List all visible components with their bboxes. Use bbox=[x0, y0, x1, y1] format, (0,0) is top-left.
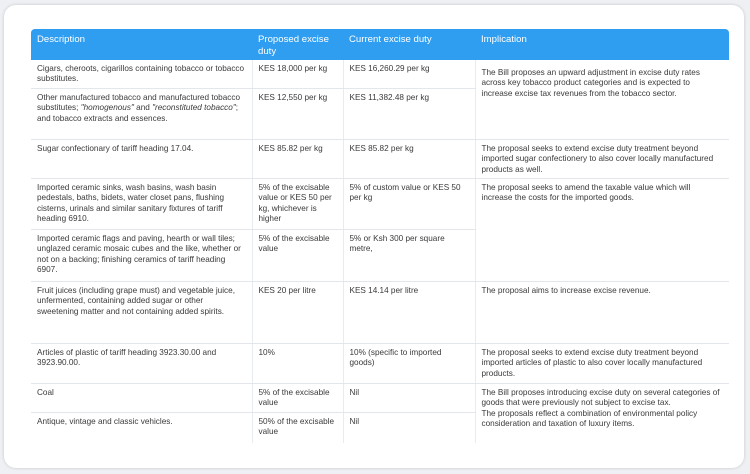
header-current: Current excise duty bbox=[343, 29, 475, 60]
row-proposed: KES 12,550 per kg bbox=[252, 88, 343, 139]
implication-line: The proposals reflect a combination of environmental policy consideration and taxation of luxury items. bbox=[481, 408, 698, 429]
row-implication: The proposal seeks to extend excise duty treatment beyond imported articles of plastic to also cover locally manufactured products. bbox=[475, 344, 729, 384]
table-row bbox=[31, 344, 729, 384]
excise-duty-table bbox=[31, 29, 729, 443]
row-description: Imported ceramic flags and paving, hearth or wall tiles; unglazed ceramic mosaic cubes and the like, whether or not on a backing; finishing ceramics of tariff heading 6907. bbox=[31, 230, 252, 282]
row-implication bbox=[475, 384, 729, 443]
table-row bbox=[31, 179, 729, 230]
row-description: Antique, vintage and classic vehicles. bbox=[37, 417, 173, 427]
row-current: 5% of custom value or KES 50 per kg bbox=[343, 179, 475, 230]
row-description: Cigars, cheroots, cigarillos containing tobacco or tobacco substitutes. bbox=[31, 60, 252, 88]
row-current: KES 11,382.48 per kg bbox=[343, 88, 475, 139]
row-description: Other manufactured tobacco and manufactured tobacco substitutes; "homogenous" and "reconstituted tobacco"; and tobacco extracts and essences. bbox=[31, 88, 252, 139]
row-current: KES 16,260.29 per kg bbox=[343, 60, 475, 88]
table-row bbox=[31, 384, 729, 413]
row-proposed: 10% bbox=[252, 344, 343, 384]
row-current: Nil bbox=[343, 413, 475, 443]
header-description: Description bbox=[31, 29, 252, 60]
header-proposed: Proposed excise duty bbox=[252, 29, 343, 60]
row-description: Coal bbox=[31, 384, 252, 413]
row-implication: The proposal seeks to extend excise duty treatment beyond imported sugar confectionery to also cover locally manufactured products as well. bbox=[475, 139, 729, 178]
row-current: Nil bbox=[343, 384, 475, 413]
row-current: KES 85.82 per kg bbox=[343, 139, 475, 178]
implication-line: The Bill proposes introducing excise duty on several categories of goods that were previously not subject to excise tax. bbox=[481, 388, 720, 408]
table-row bbox=[31, 60, 729, 88]
row-current: 10% (specific to imported goods) bbox=[343, 344, 475, 384]
table-row bbox=[31, 139, 729, 178]
row-description: Articles of plastic of tariff heading 3923.30.00 and 3923.90.00. bbox=[31, 344, 252, 384]
row-description: Fruit juices (including grape must) and vegetable juice, unfermented, containing added sugar or other sweetening matter and not containing added spirits. bbox=[31, 282, 252, 344]
row-implication: The proposal seeks to amend the taxable value which will increase the costs for the imported goods. bbox=[475, 179, 729, 282]
row-proposed: KES 18,000 per kg bbox=[252, 60, 343, 88]
row-current: KES 14.14 per litre bbox=[343, 282, 475, 344]
row-proposed: KES 85.82 per kg bbox=[252, 139, 343, 178]
table-header-row bbox=[31, 29, 729, 60]
row-implication: The proposal aims to increase excise revenue. bbox=[475, 282, 729, 344]
row-proposed: 5% of the excisable value or KES 50 per kg, whichever is higher bbox=[252, 179, 343, 230]
table-row bbox=[31, 282, 729, 344]
row-proposed: 5% of the excisable value bbox=[252, 230, 343, 282]
table-card bbox=[4, 5, 744, 468]
row-proposed: 5% of the excisable value bbox=[252, 384, 343, 413]
row-proposed: 50% of the excisable value bbox=[252, 413, 343, 443]
row-implication: The Bill proposes an upward adjustment in excise duty rates across key tobacco product categories and is expected to increase excise tax revenues from the tobacco sector. bbox=[475, 60, 729, 139]
row-description: Imported ceramic sinks, wash basins, wash basin pedestals, baths, bidets, water closet pans, flushing cisterns, urinals and similar sanitary fixtures of tariff heading 6910. bbox=[31, 179, 252, 230]
header-implication: Implication bbox=[475, 29, 729, 60]
row-proposed: KES 20 per litre bbox=[252, 282, 343, 344]
row-current: 5% or Ksh 300 per square metre, bbox=[343, 230, 475, 282]
row-description: Sugar confectionary of tariff heading 17.04. bbox=[31, 139, 252, 178]
